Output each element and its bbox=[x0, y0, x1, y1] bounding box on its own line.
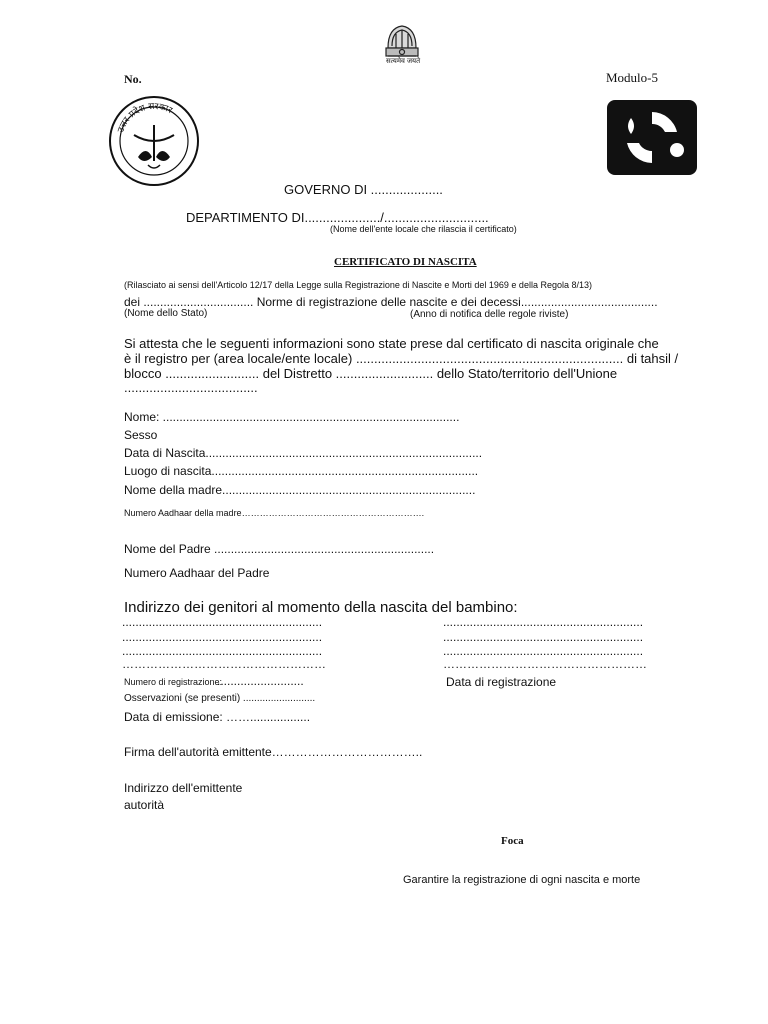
father-aadhaar-field: Numero Aadhaar del Padre bbox=[124, 566, 270, 580]
rules-notify-note: (Anno di notifica delle regole riviste) bbox=[410, 309, 569, 320]
state-name-note: (Nome dello Stato) bbox=[124, 308, 208, 319]
attest-line-1: Si attesta che le seguenti informazioni sono state prese dal certificato di nascita originale che bbox=[124, 336, 659, 351]
issued-note: (Rilasciato ai sensi dell'Articolo 12/17 della Legge sulla Registrazione di Nascite e Morti del 1969 e della Regola 8/13) bbox=[124, 280, 592, 290]
father-name-field: Nome del Padre .................................................................. bbox=[124, 542, 435, 556]
rules-line: dei ................................. Norme di registrazione delle nascite e dei decessi......................................... bbox=[124, 295, 658, 309]
attest-line-3: blocco .......................... del Distretto ........................... dello Stato/territorio dell'Unione bbox=[124, 366, 618, 381]
remarks-field: Osservazioni (se presenti) .......................... bbox=[124, 693, 316, 704]
governo-line: GOVERNO DI .................... bbox=[284, 182, 443, 197]
civil-registration-logo-icon bbox=[607, 100, 697, 175]
certificate-title: CERTIFICATO DI NASCITA bbox=[334, 256, 477, 268]
emblem-caption: सत्यमेव जयते bbox=[386, 58, 421, 65]
address-left-line: …………………………………………… bbox=[122, 657, 326, 671]
mother-name-field: Nome della madre............................................................................ bbox=[124, 483, 476, 497]
birth-place-field: Luogo di nascita................................................................................ bbox=[124, 464, 479, 478]
signature-field: Firma dell'autorità emittente……………………………….. bbox=[124, 745, 423, 759]
issuer-address-line-1: Indirizzo dell'emittente bbox=[124, 781, 243, 795]
address-left-line: ............................................................ bbox=[122, 615, 323, 629]
birth-date-field: Data di Nascita................................................................................... bbox=[124, 446, 483, 460]
number-label: No. bbox=[124, 72, 142, 86]
attest-line-2: è il registro per (area locale/ente locale) .......................................................................... di tahsil / bbox=[124, 351, 679, 366]
address-left-line: ............................................................ bbox=[122, 630, 323, 644]
up-government-seal-icon bbox=[108, 95, 200, 187]
attest-line-4: ..................................... bbox=[124, 380, 258, 395]
address-left-line: ............................................................ bbox=[122, 644, 323, 658]
address-heading: Indirizzo dei genitori al momento della nascita del bambino: bbox=[124, 599, 518, 616]
seal-text: उत्तर प्रदेश सरकार bbox=[116, 101, 174, 135]
registration-number-dots: .......................... bbox=[217, 674, 304, 688]
issuer-address-line-2: autorità bbox=[124, 798, 165, 812]
address-right-line: ............................................................ bbox=[443, 630, 644, 644]
form-label: Modulo-5 bbox=[606, 70, 658, 85]
seal-label: Foca bbox=[501, 835, 524, 847]
registration-number-label: Numero di registrazione: bbox=[124, 677, 223, 687]
issue-date-field: Data di emissione: …….................. bbox=[124, 710, 311, 724]
department-line: DEPARTIMENTO DI...................../............................. bbox=[186, 210, 489, 225]
registration-date-label: Data di registrazione bbox=[446, 675, 557, 689]
sex-field: Sesso bbox=[124, 428, 158, 442]
name-field: Nome: ......................................................................................... bbox=[124, 410, 460, 424]
mother-aadhaar-field: Numero Aadhaar della madre……………………………………………………. bbox=[124, 508, 425, 518]
address-right-line: …………………………………………… bbox=[443, 657, 647, 671]
address-right-line: ............................................................ bbox=[443, 644, 644, 658]
slogan: Garantire la registrazione di ogni nascita e morte bbox=[403, 874, 641, 886]
department-note: (Nome dell'ente locale che rilascia il certificato) bbox=[330, 224, 517, 234]
address-right-line: ............................................................ bbox=[443, 615, 644, 629]
